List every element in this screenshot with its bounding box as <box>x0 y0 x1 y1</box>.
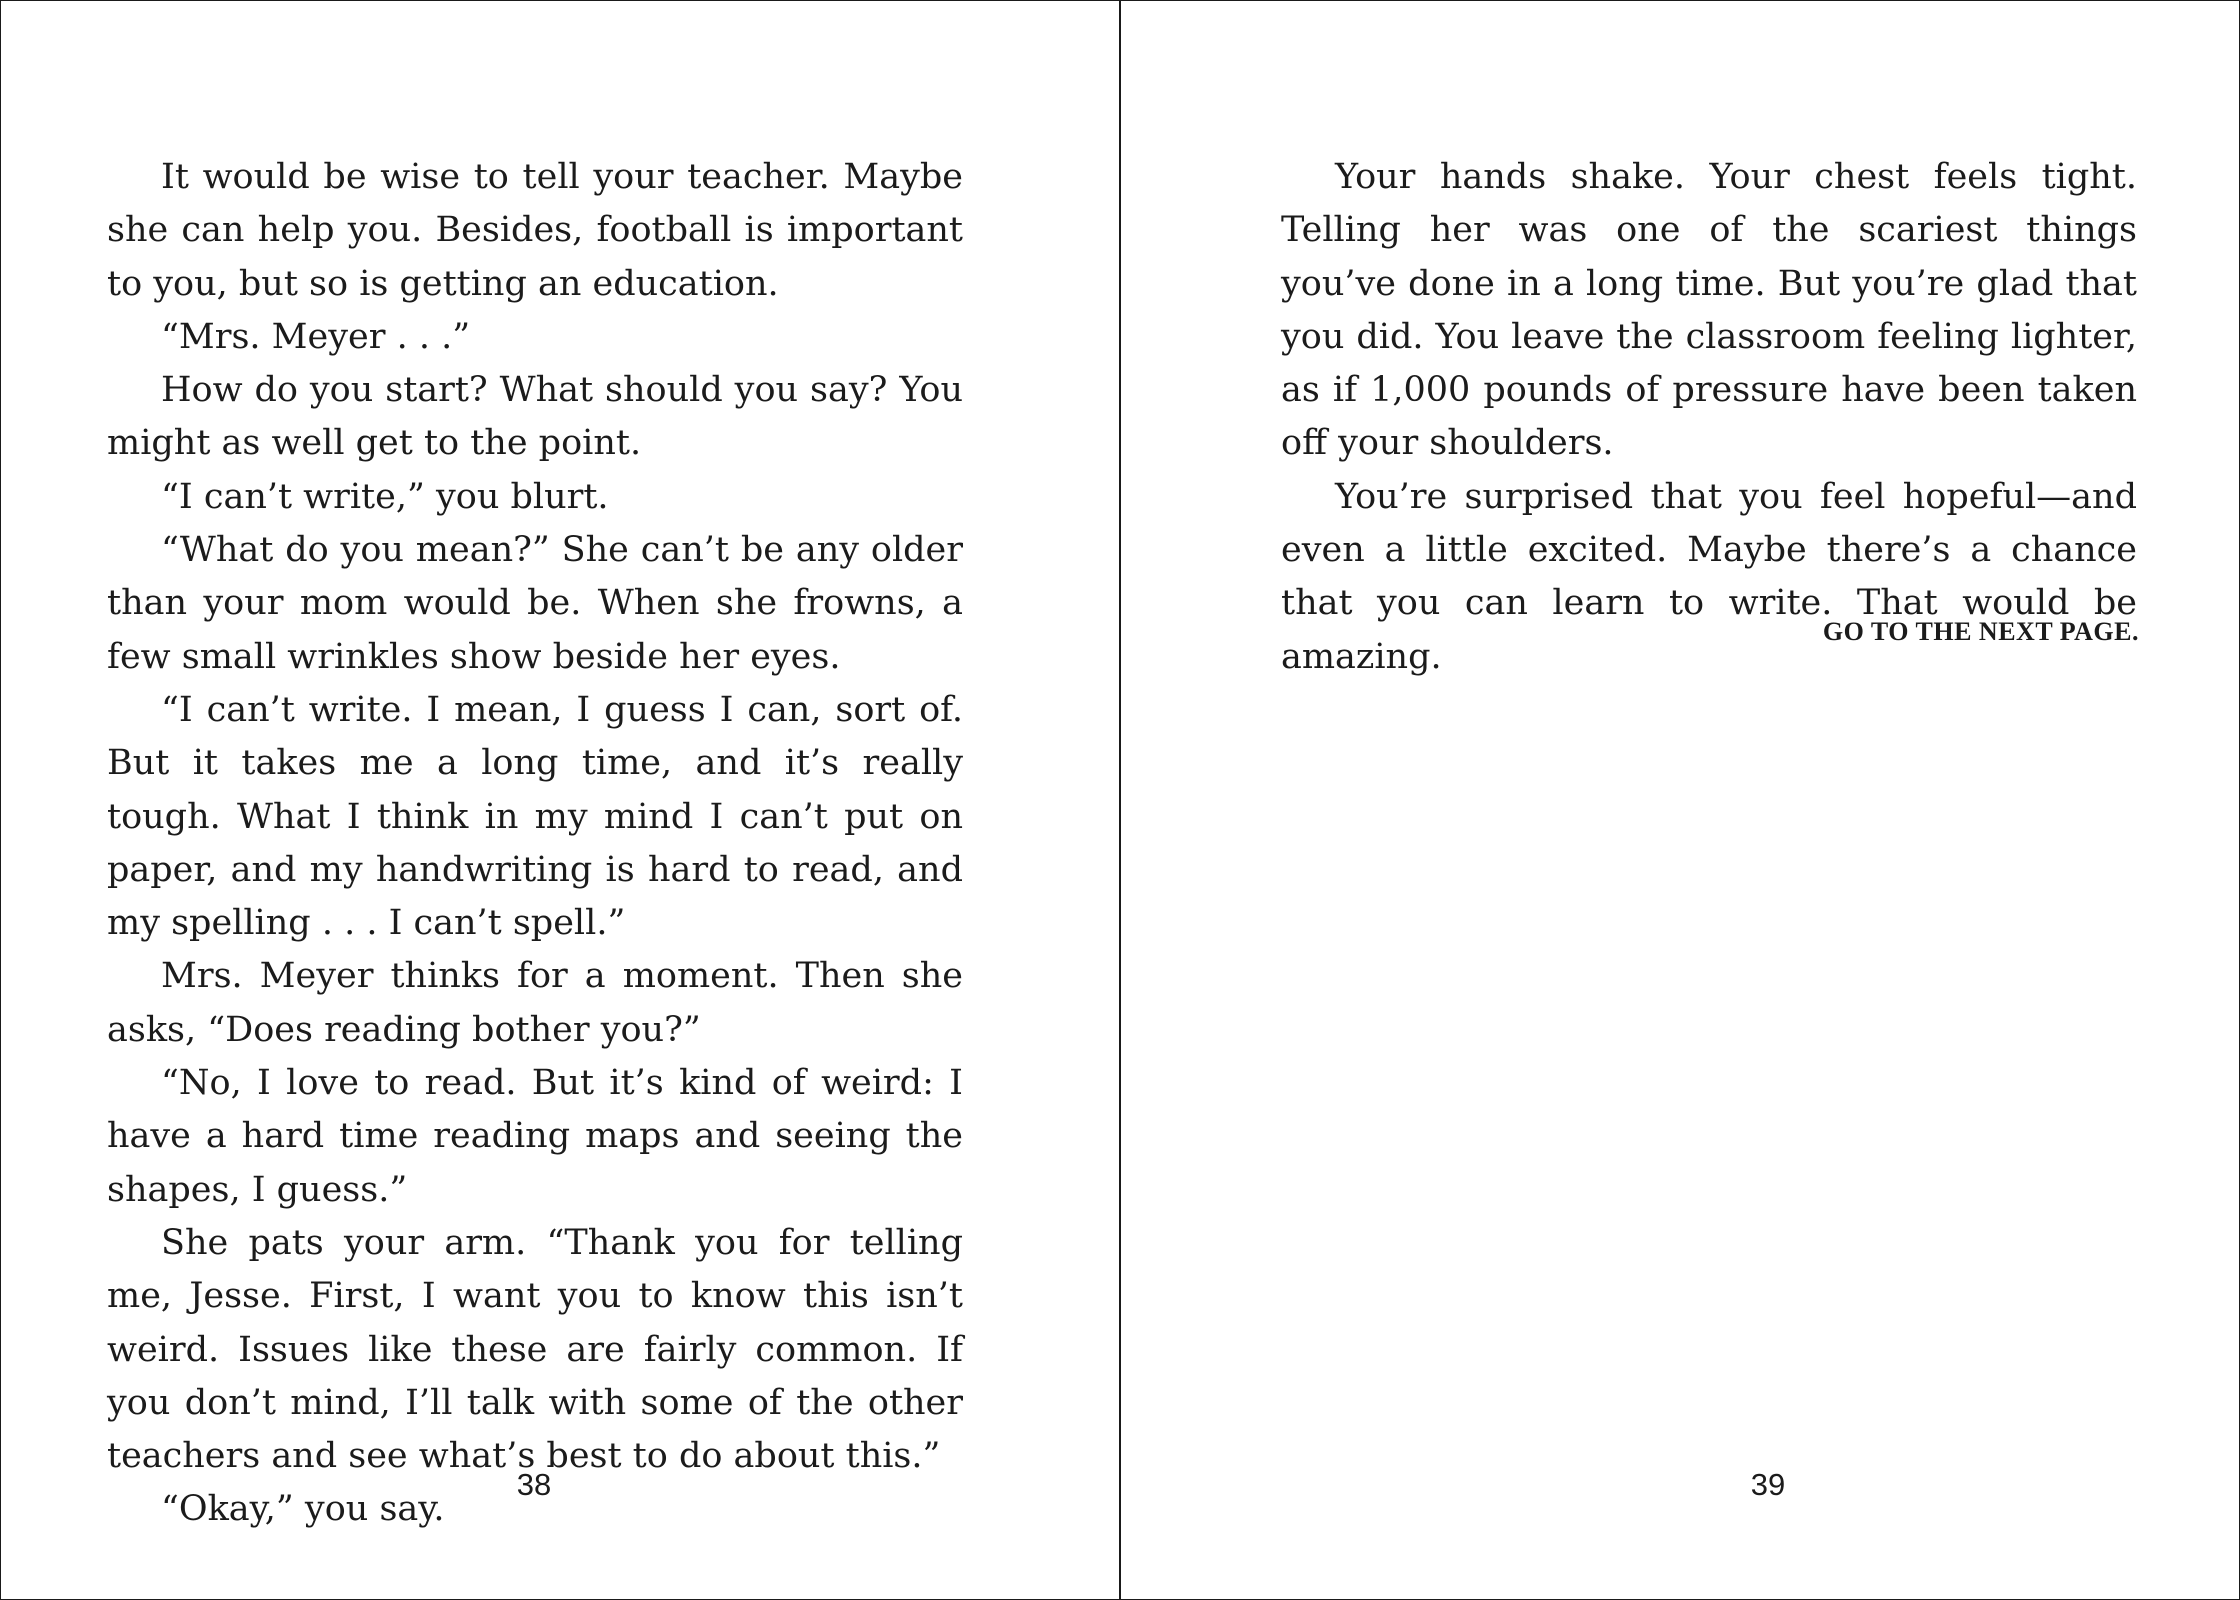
paragraph: “No, I love to read. But it’s kind of weird: I have a hard time reading maps and seeing the shapes, I guess.” <box>107 1063 963 1210</box>
paragraph: “I can’t write,” you blurt. <box>161 476 609 517</box>
paragraph: She pats your arm. “Thank you for telling me, Jesse. First, I want you to know this isn’t weird. Issues like these are fairly common. If you don’t mind, I’ll talk with some of the other teachers and see what’s best to do about this.” <box>107 1222 963 1477</box>
paragraph: How do you start? What should you say? You might as well get to the point. <box>107 370 963 464</box>
paragraph: “Mrs. Meyer . . .” <box>161 316 471 357</box>
paragraph: “What do you mean?” She can’t be any older than your mom would be. When she frowns, a few small wrinkles show beside her eyes. <box>107 530 963 677</box>
page-number-right: 39 <box>1750 1467 1786 1502</box>
right-page <box>1121 1 2239 1599</box>
paragraph: It would be wise to tell your teacher. Maybe she can help you. Besides, football is important to you, but so is getting an education. <box>107 157 963 304</box>
left-page-text <box>107 151 963 1537</box>
go-to-next-page-instruction: GO TO THE NEXT PAGE. <box>1822 617 2139 646</box>
right-page-text <box>1281 151 2137 684</box>
paragraph: You’re surprised that you feel hopeful—and even a little excited. Maybe there’s a chance that you can learn to write. That would be amazing. <box>1281 476 2137 677</box>
paragraph: “Okay,” you say. <box>161 1489 445 1530</box>
paragraph: Your hands shake. Your chest feels tight. Telling her was one of the scariest things you’ve done in a long time. But you’re glad that you did. You leave the classroom feeling lighter, as if 1,000 pounds of pressure have been taken off your shoulders. <box>1281 157 2137 464</box>
page-number-left: 38 <box>516 1467 552 1502</box>
paragraph: “I can’t write. I mean, I guess I can, sort of. But it takes me a long time, and it’s really tough. What I think in my mind I can’t put on paper, and my handwriting is hard to read, and my spelling . . . I can’t spell.” <box>107 689 963 944</box>
paragraph: Mrs. Meyer thinks for a moment. Then she asks, “Does reading bother you?” <box>107 956 963 1050</box>
left-page <box>1 1 1119 1599</box>
